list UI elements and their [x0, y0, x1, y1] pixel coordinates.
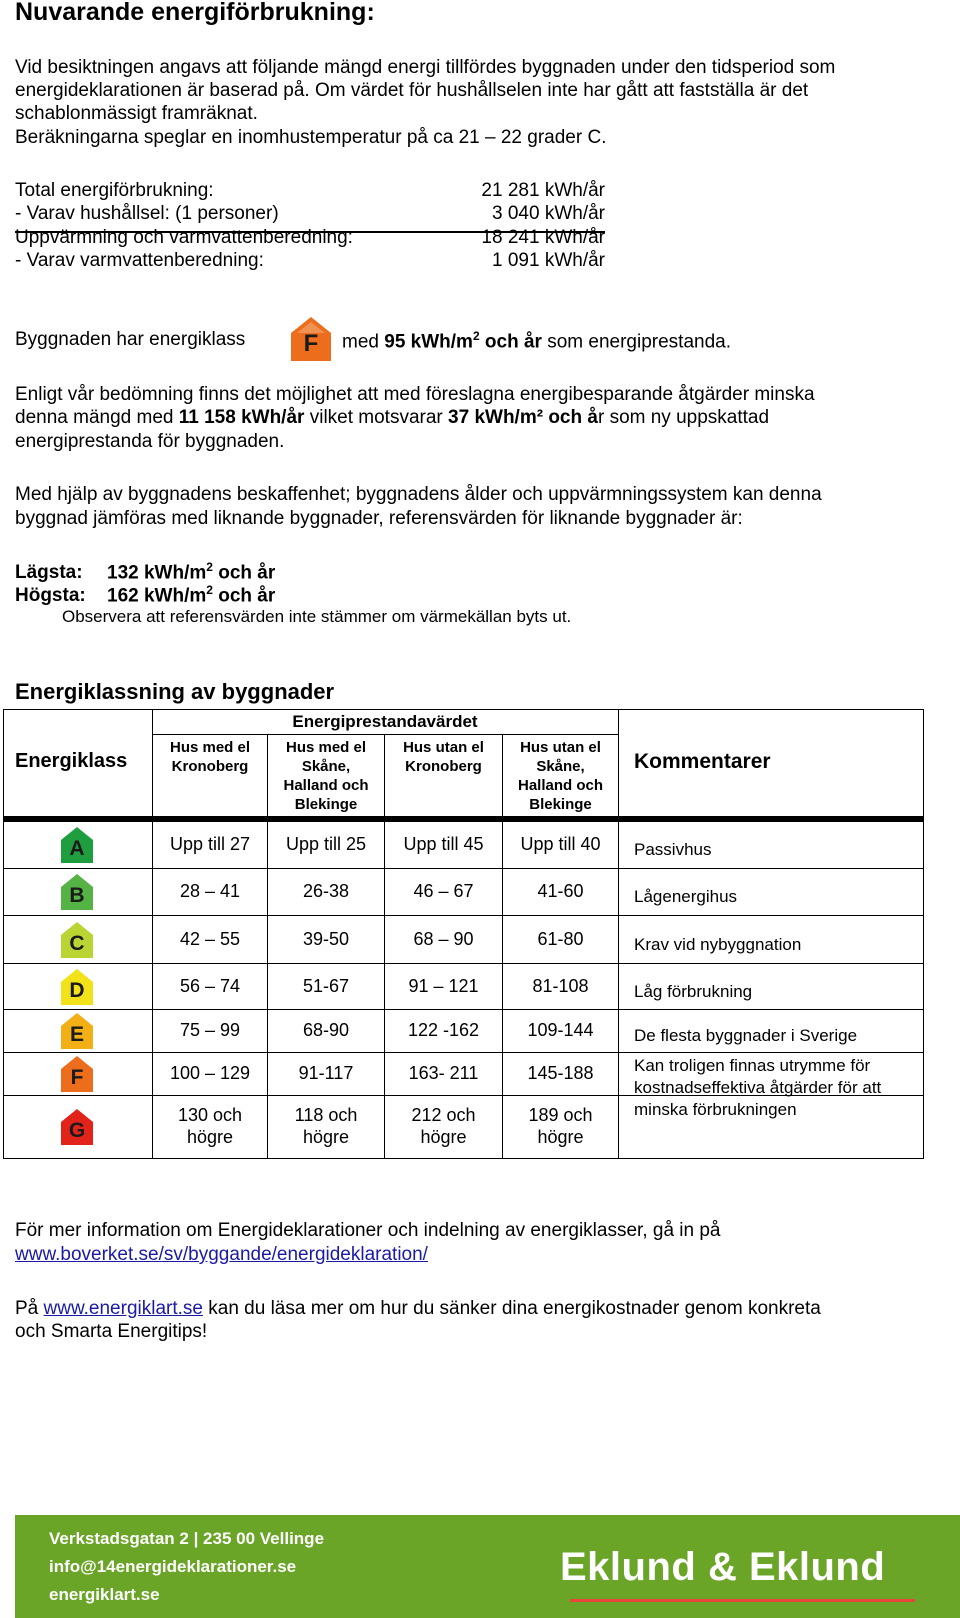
- energy-value: 21 281 kWh/år: [481, 180, 605, 201]
- energy-label: Uppvärmning och varmvattenberedning:: [15, 227, 353, 248]
- reference-lowest: [15, 560, 275, 584]
- comment-cell: Lågenergihus: [634, 887, 738, 906]
- more-info-line-2: [15, 1297, 915, 1321]
- range-cell-2: 51-67: [302, 975, 350, 996]
- energy-class-letter: B: [69, 884, 85, 907]
- header-line: Hus med el: [169, 739, 251, 756]
- energy-class-f-icon: [290, 316, 332, 362]
- range-cell-3: 122 -162: [407, 1020, 480, 1040]
- assessment-text: som ny uppskattad: [609, 407, 770, 428]
- reference-lowest-label: Lägsta:: [15, 562, 83, 584]
- range-cell-3: 163- 211: [408, 1063, 479, 1083]
- intro-line-3: schablonmässigt framräknat.: [15, 103, 258, 124]
- comparison-line-1: Med hjälp av byggnadens beskaffenhet; byggnadens ålder och uppvärmningssystem kan denna: [15, 484, 822, 505]
- energy-class-letter: D: [69, 978, 85, 1002]
- energy-class-f-icon: [60, 1055, 94, 1093]
- energy-label: Total energiförbrukning:: [15, 180, 214, 201]
- range-cell-4: 81-108: [532, 975, 589, 996]
- reference-highest-value: 162 kWh/m: [107, 585, 207, 607]
- header-col2: [268, 738, 384, 814]
- more-info-line-1: För mer information om Energideklarationer och indelning av energiklasser, gå in på: [15, 1220, 721, 1241]
- footer-banner: [15, 1515, 960, 1618]
- range-cell-4: 61-80: [537, 928, 584, 949]
- reference-sup: 2: [206, 583, 213, 597]
- assessment-line-2: [15, 406, 915, 430]
- energy-class-e-icon: [60, 1012, 94, 1050]
- range-cell-4: 109-144: [527, 1020, 594, 1040]
- more-info-text: På: [15, 1298, 39, 1319]
- header-col4: [503, 738, 618, 814]
- range-cell-4: 145-188: [527, 1063, 594, 1083]
- more-info-line-3: och Smarta Energitips!: [15, 1321, 208, 1342]
- footer-address: Verkstadsgatan 2 | 235 00 Vellinge: [49, 1529, 325, 1548]
- energiklass-middle: med: [342, 331, 379, 353]
- range-cell-2: 68-90: [302, 1020, 350, 1040]
- comment-cell: De flesta byggnader i Sverige: [634, 1026, 858, 1045]
- assessment-saving: 11 158 kWh/år: [178, 407, 305, 428]
- header-group: Energiprestandavärdet: [292, 712, 478, 731]
- page-title: Nuvarande energiförbrukning:: [15, 0, 375, 26]
- header-line: Kronoberg: [405, 758, 482, 775]
- assessment-text: r: [597, 407, 605, 428]
- energy-row-heating: [15, 227, 605, 251]
- energy-value: 1 091 kWh/år: [492, 250, 605, 271]
- intro-line-4: Beräkningarna speglar en inomhustemperatur på ca 21 – 22 grader C.: [15, 127, 607, 148]
- reference-note: Observera att referensvärden inte stämmer om värmekällan byts ut.: [62, 607, 572, 626]
- header-line: Hus utan el: [520, 739, 601, 756]
- range-cell-1: 28 – 41: [179, 881, 241, 901]
- header-line: Hus med el: [285, 739, 367, 756]
- reference-highest-label: Högsta:: [15, 585, 86, 607]
- header-line: Hus utan el: [403, 739, 484, 756]
- header-comments: Kommentarer: [634, 750, 771, 773]
- more-info-text: kan du läsa mer om hur du sänker dina energikostnader genom konkreta: [208, 1298, 821, 1319]
- energy-class-c-icon: [60, 921, 94, 959]
- range-cell-4: 41-60: [537, 881, 584, 901]
- table-heading: Energiklassning av byggnader: [15, 679, 335, 704]
- energy-class-letter: G: [68, 1119, 86, 1142]
- assessment-line-1: Enligt vår bedömning finns det möjlighet att med föreslagna energibesparande åtgärder minska: [15, 384, 815, 405]
- header-line: Blekinge: [294, 796, 358, 813]
- header-line: Blekinge: [529, 796, 592, 813]
- comment-cell: Låg förbrukning: [634, 981, 753, 1001]
- range-cell-1: 130 och högre: [177, 1105, 243, 1147]
- energy-row-hotwater: [15, 250, 605, 274]
- intro-line-1: Vid besiktningen angavs att följande mängd energi tillfördes byggnaden under den tidsperiod som: [15, 57, 836, 78]
- reference-lowest-value: 132 kWh/m: [107, 562, 207, 584]
- reference-unit: och år: [218, 585, 276, 607]
- energy-class-d-icon: [60, 968, 94, 1006]
- energy-class-a-icon: [60, 826, 94, 864]
- energiklass-unit: och år: [484, 331, 542, 353]
- header-line: Halland och: [517, 777, 603, 794]
- range-cell-2: 39-50: [302, 928, 350, 949]
- comment-cell: Krav vid nybyggnation: [634, 934, 802, 954]
- header-col3: [385, 738, 502, 776]
- header-line: Kronoberg: [171, 758, 249, 775]
- header-col1: [153, 738, 267, 776]
- range-cell-1: 75 – 99: [179, 1020, 241, 1040]
- energiklart-link[interactable]: www.energiklart.se: [43, 1298, 203, 1319]
- footer-email: info@14energideklarationer.se: [49, 1557, 297, 1576]
- comparison-line-2: byggnad jämföras med liknande byggnader, referensvärden för liknande byggnader är:: [15, 508, 743, 529]
- energy-class-letter: F: [303, 330, 319, 357]
- energy-class-letter: C: [69, 931, 85, 955]
- header-energiklass: Energiklass: [15, 750, 128, 772]
- brand-underline: [570, 1599, 915, 1602]
- range-cell-4: Upp till 40: [520, 834, 601, 854]
- energiklass-suffix: som energiprestanda.: [547, 331, 732, 353]
- energy-class-b-icon: [60, 873, 94, 911]
- range-cell-2: Upp till 25: [285, 834, 367, 854]
- range-cell-2: 118 och högre: [294, 1105, 358, 1147]
- assessment-text: denna mängd med: [15, 407, 174, 428]
- assessment-text: vilket motsvarar: [309, 407, 443, 428]
- range-cell-3: 46 – 67: [413, 881, 474, 901]
- energiklass-prefix: Byggnaden har energiklass: [15, 329, 246, 350]
- assessment-line-3: energiprestanda för byggnaden.: [15, 431, 285, 452]
- energy-label: - Varav hushållsel: (1 personer): [15, 203, 279, 224]
- range-cell-1: 56 – 74: [179, 975, 241, 996]
- range-cell-3: 68 – 90: [413, 928, 474, 949]
- energy-row-total: [15, 180, 605, 204]
- range-cell-2: 26-38: [302, 881, 350, 901]
- range-cell-3: 91 – 121: [408, 975, 479, 996]
- range-cell-1: 42 – 55: [179, 928, 241, 949]
- range-cell-3: Upp till 45: [403, 834, 484, 854]
- energiklass-sup: 2: [472, 329, 480, 343]
- reference-sup: 2: [206, 560, 213, 574]
- assessment-new-value: 37 kWh/m² och å: [448, 407, 598, 428]
- energiklass-statement: [342, 329, 731, 353]
- header-line: Skåne,: [536, 758, 585, 775]
- footer-brand: Eklund & Eklund: [560, 1545, 886, 1589]
- comment-cell: Passivhus: [634, 840, 712, 859]
- range-cell-2: 91-117: [298, 1063, 354, 1083]
- range-cell-4: 189 och högre: [528, 1105, 593, 1147]
- reference-unit: och år: [218, 562, 276, 584]
- energy-class-letter: F: [70, 1066, 84, 1089]
- energy-class-letter: E: [69, 1023, 84, 1046]
- footer-site: energiklart.se: [49, 1585, 160, 1604]
- energy-value: 18 241 kWh/år: [481, 227, 605, 248]
- range-cell-1: Upp till 27: [169, 834, 251, 854]
- more-info-link-line: [15, 1243, 915, 1267]
- energiklass-value: 95 kWh/m: [384, 331, 473, 353]
- range-cell-1: 100 – 129: [169, 1063, 251, 1083]
- energy-label: - Varav varmvattenberedning:: [15, 250, 264, 271]
- boverket-link[interactable]: www.boverket.se/sv/byggande/energideklaration/: [15, 1244, 428, 1265]
- energy-class-letter: A: [69, 837, 85, 860]
- energy-row-household: [15, 203, 605, 227]
- intro-line-2: energideklarationen är baserad på. Om värdet för hushållselen inte har gått att fastställa är det: [15, 80, 809, 101]
- energy-value: 3 040 kWh/år: [492, 203, 605, 224]
- energy-class-g-icon: [60, 1108, 94, 1146]
- reference-highest: [15, 583, 275, 607]
- comment-cell: Kan troligen finnas utrymme för kostnadseffektiva åtgärder för att minska förbrukningen: [634, 1056, 882, 1119]
- header-line: Skåne,: [301, 758, 351, 775]
- range-cell-3: 212 och högre: [411, 1105, 476, 1147]
- header-line: Halland och: [283, 777, 369, 794]
